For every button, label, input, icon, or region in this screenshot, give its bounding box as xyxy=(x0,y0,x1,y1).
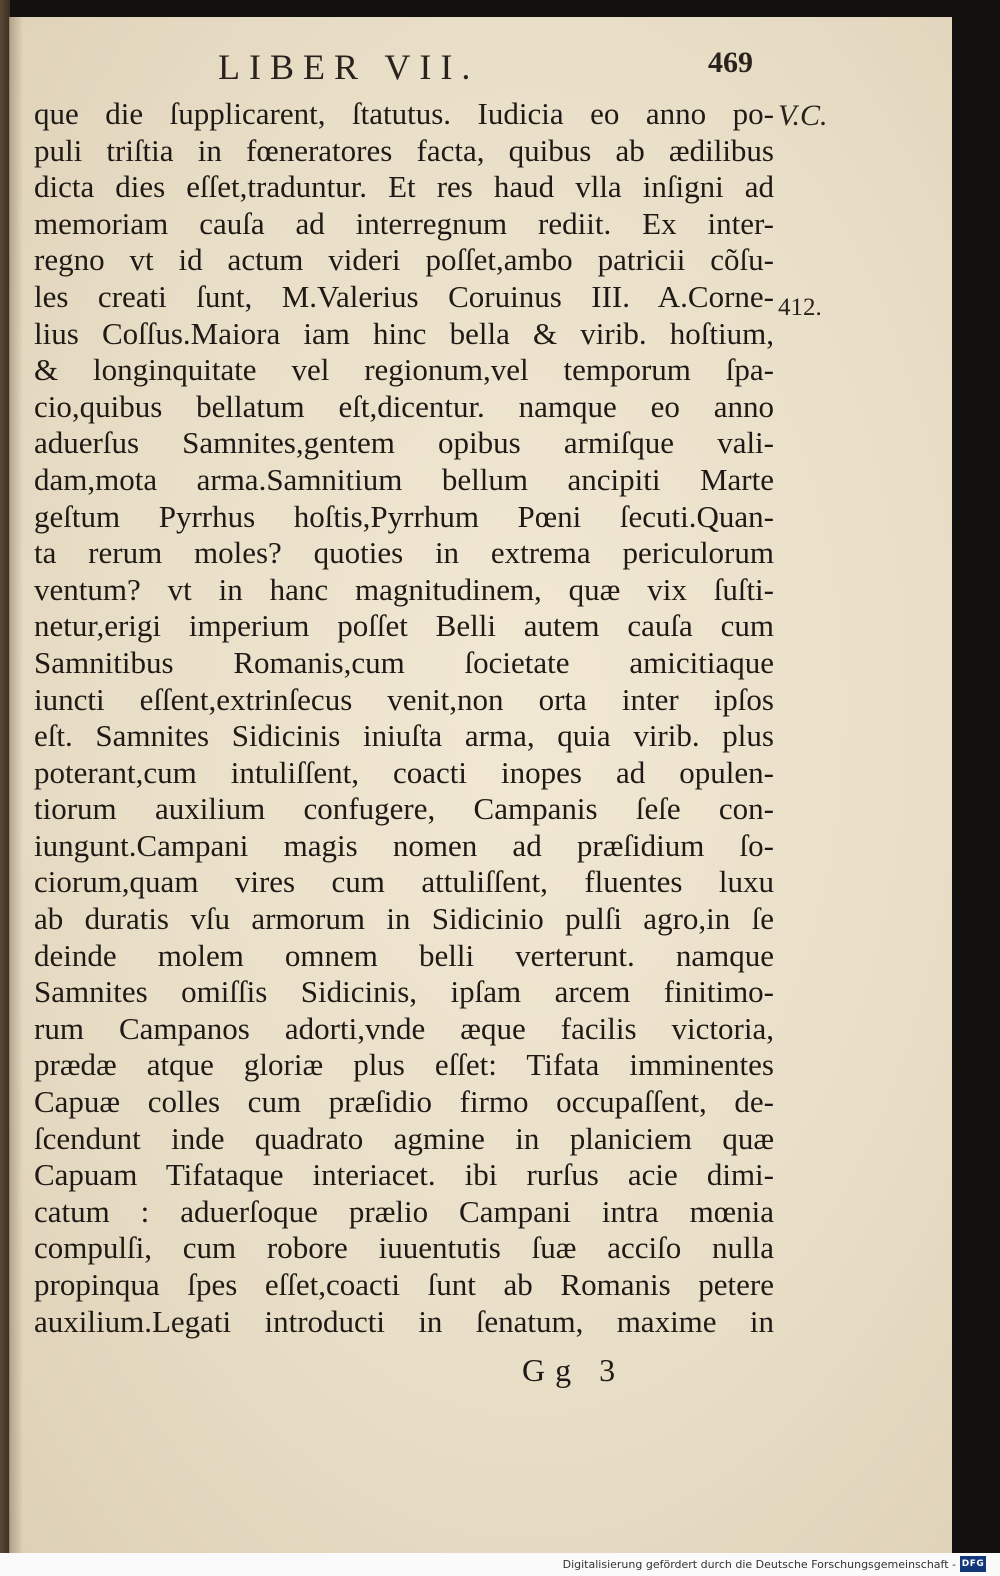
text-line: lius Coſſus.Maiora iam hinc bella & virib. hoſtium, xyxy=(34,315,774,351)
margin-note-year: 412. xyxy=(778,294,822,321)
text-line: ab duratis vſu armorum in Sidicinio pulſi agro,in ſe xyxy=(34,901,774,937)
text-line: regno vt id actum videri poſſet,ambo patricii cõſu- xyxy=(34,242,774,278)
text-line: memoriam cauſa ad interregnum rediit. Ex inter- xyxy=(34,205,774,241)
signature-mark: Gg 3 xyxy=(522,1352,626,1388)
text-line: eſt. Samnites Sidicinis iniuſta arma, quia virib. plus xyxy=(34,718,774,754)
text-line: deinde molem omnem belli verterunt. namque xyxy=(34,937,774,973)
margin-note-vc: V.C. xyxy=(778,99,828,132)
text-line: iuncti eſſent,extrinſecus venit,non orta inter ipſos xyxy=(34,681,774,717)
text-line: propinqua ſpes eſſet,coacti ſunt ab Romanis petere xyxy=(34,1267,774,1302)
text-line: ta rerum moles? quoties in extrema periculorum xyxy=(34,535,774,571)
page-number: 469 xyxy=(708,46,753,79)
text-line: poterant,cum intuliſſent, coacti inopes ad opulen- xyxy=(34,754,774,790)
text-line: netur,erigi imperium poſſet Belli autem cauſa cum xyxy=(34,608,774,644)
gutter-shadow xyxy=(9,17,23,1553)
text-line: rum Campanos adorti,vnde æque facilis victoria, xyxy=(34,1010,774,1046)
text-line: tiorum auxilium confugere, Campanis ſeſe con- xyxy=(34,791,774,827)
running-head: LIBER VII. xyxy=(218,47,480,87)
text-line: ventum? vt in hanc magnitudinem, quæ vix ſuſti- xyxy=(34,571,774,607)
text-line: ciorum,quam vires cum attuliſſent, fluentes luxu xyxy=(34,864,774,900)
text-line: ſcendunt inde quadrato agmine in planiciem quæ xyxy=(34,1120,774,1156)
text-line: Samnitibus Romanis,cum ſocietate amicitiaque xyxy=(34,644,774,680)
text-line: dam,mota arma.Samnitium bellum ancipiti Marte xyxy=(34,461,774,497)
funding-credit: Digitalisierung gefördert durch die Deutsche Forschungsgemeinschaft - xyxy=(562,1558,956,1571)
text-line: auxilium.Legati introducti in ſenatum, maxime in xyxy=(34,1303,774,1339)
text-line: les creati ſunt, M.Valerius Coruinus III. A.Corne- xyxy=(34,278,774,314)
text-line: que die ſupplicarent, ſtatutus. Iudicia eo anno po- xyxy=(34,96,774,131)
dfg-logo: DFG xyxy=(960,1556,986,1572)
text-line: prædæ atque gloriæ plus eſſet: Tifata imminentes xyxy=(34,1047,774,1083)
text-line: puli triſtia in fœneratores facta, quibus ab ædilibus xyxy=(34,132,774,168)
text-line: compulſi, cum robore iuuentutis ſuæ acciſo nulla xyxy=(34,1230,774,1266)
text-line: catum : aduerſoque prælio Campani intra mœnia xyxy=(34,1193,774,1229)
text-line: Samnites omiſſis Sidicinis, ipſam arcem finitimo- xyxy=(34,974,774,1010)
text-line: aduerſus Samnites,gentem opibus armiſque vali- xyxy=(34,425,774,461)
text-line: cio,quibus bellatum eſt,dicentur. namque eo anno xyxy=(34,388,774,424)
body-text xyxy=(34,96,774,1340)
text-line: Capuæ colles cum præſidio firmo occupaſſent, de- xyxy=(34,1084,774,1120)
text-line: iungunt.Campani magis nomen ad præſidium ſo- xyxy=(34,827,774,863)
text-line: geſtum Pyrrhus hoſtis,Pyrrhum Pœni ſecuti.Quan- xyxy=(34,498,774,534)
text-line: dicta dies eſſet,traduntur. Et res haud vlla inſigni ad xyxy=(34,169,774,205)
text-line: Capuam Tifataque interiacet. ibi rurſus acie dimi- xyxy=(34,1157,774,1193)
text-line: & longinquitate vel regionum,vel temporum ſpa- xyxy=(34,352,774,388)
